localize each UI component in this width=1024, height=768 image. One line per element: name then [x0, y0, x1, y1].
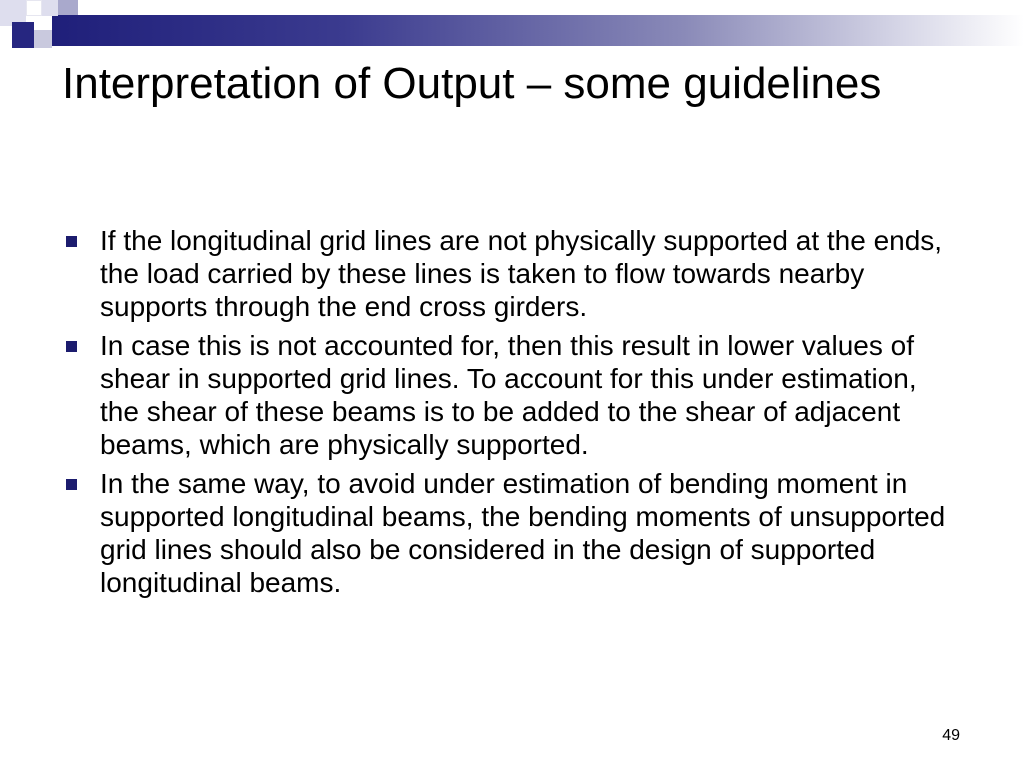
bullet-text: In case this is not accounted for, then this result in lower values of shear in supported grid lines. To account for this under estimation, the shear of these beams is to be added to the shear of adjacent beams, which are physically supported.: [100, 330, 917, 460]
decor-square: [58, 0, 78, 15]
square-bullet-icon: [66, 479, 77, 490]
bullet-item: [62, 467, 962, 599]
decor-square: [26, 0, 42, 16]
decor-square: [34, 30, 52, 48]
bullet-text: If the longitudinal grid lines are not physically supported at the ends, the load carried by these lines is taken to flow towards nearby supports through the end cross girders.: [100, 225, 943, 322]
bullet-item: [62, 224, 962, 323]
header-gradient-bar: [52, 15, 1024, 46]
square-bullet-icon: [66, 236, 77, 247]
slide-title: Interpretation of Output – some guidelines: [62, 59, 882, 108]
bullet-list: [62, 224, 962, 605]
decor-square: [12, 22, 34, 48]
bullet-item: [62, 329, 962, 461]
page-number: 49: [942, 727, 960, 744]
square-bullet-icon: [66, 341, 77, 352]
bullet-text: In the same way, to avoid under estimation of bending moment in supported longitudinal beams, the bending moments of unsupported grid lines should also be considered in the design of supported longitudinal beams.: [100, 468, 946, 598]
decor-square: [42, 0, 58, 16]
